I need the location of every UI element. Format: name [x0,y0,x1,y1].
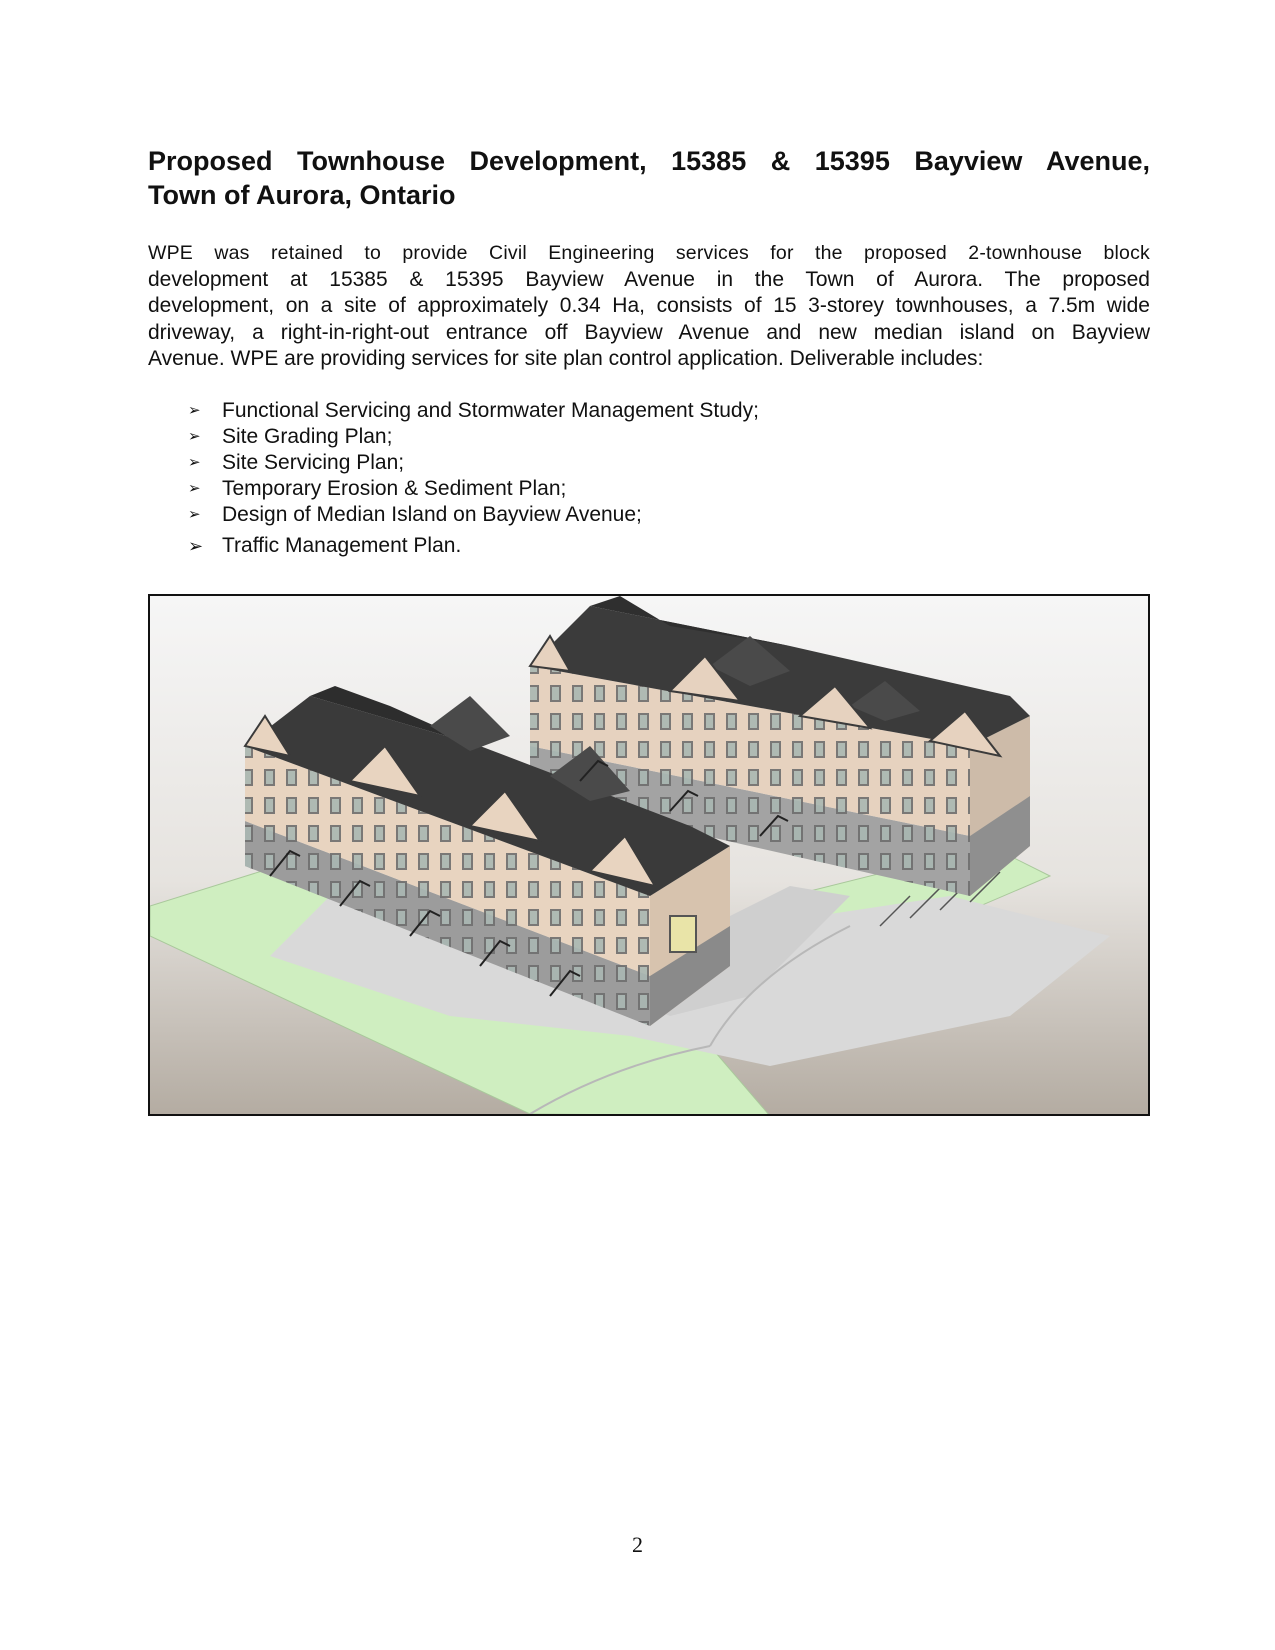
intro-line: driveway, a right-in-right-out entrance off Bayview Avenue and new median island on Bayview [148,320,1150,344]
page-title-line-2: Town of Aurora, Ontario [148,180,456,210]
page-title-line-1: Proposed Townhouse Development, 15385 & 15395 Bayview Avenue, [148,146,1150,176]
arrow-bullet-icon: ➢ [188,480,201,497]
list-item [188,424,759,450]
list-item-text: Site Grading Plan; [222,425,393,448]
arrow-bullet-icon: ➢ [188,454,201,471]
townhouse-rendering-icon [150,596,1148,1114]
arrow-bullet-icon: ➢ [188,402,201,419]
list-item [188,398,759,424]
list-item-text: Design of Median Island on Bayview Avenue; [222,503,642,526]
intro-line: Avenue. WPE are providing services for site plan control application. Deliverable includes: [148,347,984,370]
list-item-text: Functional Servicing and Stormwater Management Study; [222,399,759,422]
intro-line: development, on a site of approximately 0.34 Ha, consists of 15 3-storey townhouses, a 7.5m wide [148,294,1150,317]
intro-line: WPE was retained to provide Civil Engineering services for the proposed 2-townhouse block [148,242,1150,264]
list-item [188,502,759,528]
list-item [188,476,759,502]
arrow-bullet-icon: ➢ [188,506,201,523]
arrow-bullet-icon: ➢ [188,428,201,445]
page-number: 2 [632,1532,643,1557]
list-item-text: Traffic Management Plan. [222,534,462,557]
list-item-text: Temporary Erosion & Sediment Plan; [222,477,567,500]
list-item [188,450,759,476]
list-item [188,533,759,559]
page-title [148,144,1150,212]
intro-paragraph [148,240,1150,373]
arrow-bullet-icon: ➢ [188,536,204,556]
intro-line: development at 15385 & 15395 Bayview Avenue in the Town of Aurora. The proposed [148,267,1150,291]
townhouse-rendering [148,594,1150,1116]
deliverables-list [188,398,759,559]
list-item-text: Site Servicing Plan; [222,451,405,474]
